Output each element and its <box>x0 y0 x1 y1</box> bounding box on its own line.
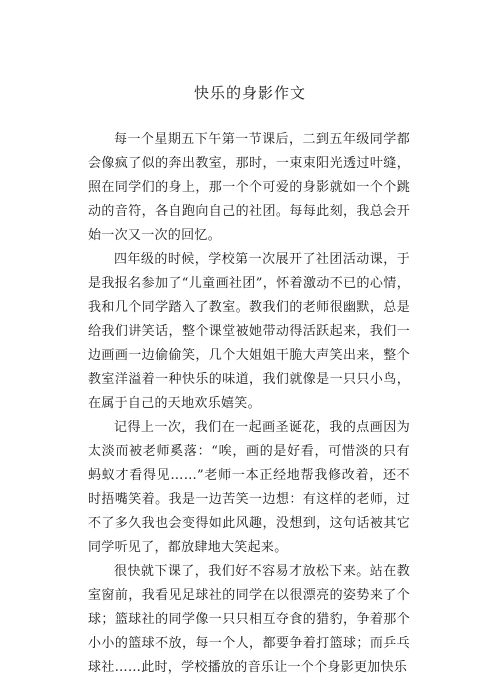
paragraph: 很快就下课了，我们好不容易才放松下来。站在教室窗前，我看见足球社的同学在以很漂亮的姿势来了个球；篮球社的同学像一只只相互夺食的猎豹，争着那个小小的篮球不放，每一个人，都要争着打篮球；而乒乓球社……此时，学校播放的音乐让一个个身影更加快乐 <box>88 564 410 675</box>
paragraph: 每一个星期五下午第一节课后，二到五年级同学都会像疯了似的奔出教室，那时，一束束阳光透过叶缝，照在同学们的身上，那一个个可爱的身影就如一个个跳动的音符，各自跑向自己的社团。每每此刻，我总会开始一次又一次的回忆。 <box>88 132 410 243</box>
paragraph: 四年级的时候，学校第一次展开了社团活动课，于是我报名参加了“儿童画社团”，怀着激动不已的心情，我和几个同学踏入了教室。教我们的老师很幽默，总是给我们讲笑话，整个课堂被她带动得活跃起来，我们一边画画一边偷偷笑，几个大姐姐干脆大声笑出来，整个教室洋溢着一种快乐的味道，我们就像是一只只小鸟，在属于自己的天地欢乐嬉笑。 <box>88 252 410 411</box>
document-body <box>88 128 410 680</box>
paragraph: 记得上一次，我们在一起画圣诞花，我的点画因为太淡而被老师奚落：“唉，画的是好看，可惜淡的只有蚂蚁才看得见……”老师一本正经地帮我修改着，还不时捂嘴笑着。我是一边苦笑一边想：有这样的老师，过不了多久我也会变得如此风趣，没想到，这句话被其它同学听见了，都放肆地大笑起来。 <box>88 420 410 555</box>
document-title: 快乐的身影作文 <box>193 84 306 102</box>
